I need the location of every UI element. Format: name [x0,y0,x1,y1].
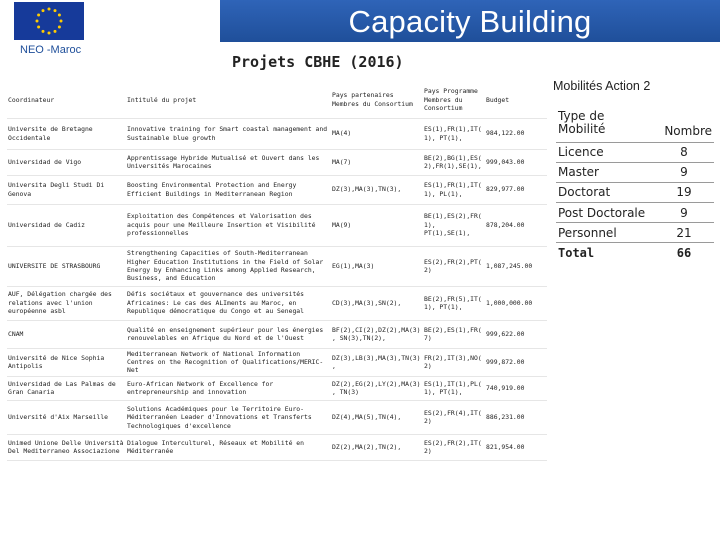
table-row [7,149,547,175]
cell-coordinator: UNIVERSITE DE STRASBOURG [7,246,126,286]
cell-title: Qualité en enseignement supérieur pour les énergies renouvelables en Afrique du Nord et de l'Ouest [126,320,331,348]
eu-flag-icon [14,2,84,40]
mobility-row [556,223,714,243]
cell-programme: ES(2),FR(4),IT(2) [423,400,485,434]
table-row [7,204,547,246]
cell-partners: DZ(3),MA(3),TN(3), [331,175,423,204]
cell-coordinator: Universidad de Vigo [7,149,126,175]
cell-budget: 999,043.00 [485,149,547,175]
mobility-type: Master [556,162,654,182]
page-title: Projets CBHE (2016) [232,53,404,71]
cell-programme: ES(2),FR(2),PT(2) [423,246,485,286]
cell-programme: BE(2),FR(5),IT(1), PT(1), [423,286,485,320]
cell-partners: DZ(3),LB(3),MA(3),TN(3), [331,348,423,376]
cell-partners: CD(3),MA(3),SN(2), [331,286,423,320]
header-title: Capacity Building [348,4,592,39]
neo-maroc-label: NEO -Maroc [20,44,82,56]
cell-budget: 821,954.00 [485,434,547,460]
mobility-type: Personnel [556,223,654,243]
cell-coordinator: Universidad de Las Palmas de Gran Canaria [7,376,126,400]
table-row [7,118,547,149]
cell-budget: 999,872.00 [485,348,547,376]
cell-title: Strengthening Capacities of South-Mediterranean Higher Education Institutions in the Field of Solar Energy by Enhancing Links among Applied Research, Business, and Education [126,246,331,286]
mobility-type: Doctorat [556,182,654,202]
cell-title: Innovative training for Smart coastal management and Sustainable blue growth [126,118,331,149]
header-title: Intitulé du projet [126,82,331,118]
cell-partners: EG(1),MA(3) [331,246,423,286]
mobility-count: 9 [654,203,714,223]
mobility-header-type: Type de Mobilité [556,104,654,142]
cell-partners: MA(4) [331,118,423,149]
cell-title: Boosting Environmental Protection and Energy Efficient Buildings in Mediterranean Region [126,175,331,204]
cell-partners: MA(7) [331,149,423,175]
cell-coordinator: Universita Degli Studi Di Genova [7,175,126,204]
cell-budget: 1,000,000.00 [485,286,547,320]
mobility-row [556,182,714,202]
cell-programme: ES(1),FR(1),IT(1), PL(1), [423,175,485,204]
table-row [7,246,547,286]
cell-budget: 740,919.00 [485,376,547,400]
cell-coordinator: AUF, Délégation chargée des relations avec l'union européenne asbl [7,286,126,320]
cell-programme: ES(1),FR(1),IT(1), PT(1), [423,118,485,149]
table-row [7,175,547,204]
cell-title: Solutions Académiques pour le Territoire Euro-Méditerranéen Leader d'Innovations et Transferts Technologiques d'excellence [126,400,331,434]
cell-programme: ES(1),IT(1),PL(1), PT(1), [423,376,485,400]
cell-budget: 829,977.00 [485,175,547,204]
header-programme: Pays Programme Membres du Consortium [423,82,485,118]
mobility-type: Licence [556,142,654,162]
cell-partners: DZ(4),MA(5),TN(4), [331,400,423,434]
cell-coordinator: Universidad de Cadiz [7,204,126,246]
cell-programme: FR(2),IT(3),NO(2) [423,348,485,376]
table-row [7,348,547,376]
cell-partners: MA(9) [331,204,423,246]
cell-coordinator: Université d'Aix Marseille [7,400,126,434]
mobility-total-count: 66 [676,246,692,261]
cell-budget: 999,622.00 [485,320,547,348]
table-row [7,376,547,400]
mobility-type: Post Doctorale [556,203,654,223]
cell-coordinator: Universite de Bretagne Occidentale [7,118,126,149]
table-row [7,400,547,434]
mobility-header-count: Nombre [654,104,714,142]
mobility-table [556,104,714,263]
cell-partners: DZ(2),MA(2),TN(2), [331,434,423,460]
header-coordinator: Coordinateur [7,82,126,118]
header-budget: Budget [485,82,547,118]
cell-title: Défis sociétaux et gouvernance des universités Africaines: Le cas des ALIments au Maroc, en Republique démocratique du Congo et au Senegal [126,286,331,320]
cell-partners: BF(2),CI(2),DZ(2),MA(3), SN(3),TN(2), [331,320,423,348]
header-partners: Pays partenaires Membres du Consortium [331,82,423,118]
cell-programme: BE(2),ES(1),FR(7) [423,320,485,348]
projects-header-row [7,82,547,118]
cell-budget: 886,231.00 [485,400,547,434]
cell-programme: ES(2),FR(2),IT(2) [423,434,485,460]
cell-coordinator: Unimed Unione Delle Università Del Mediterraneo Associazione [7,434,126,460]
cell-title: Dialogue Interculturel, Réseaux et Mobilité en Méditerranée [126,434,331,460]
cell-budget: 878,204.00 [485,204,547,246]
cell-budget: 1,087,245.00 [485,246,547,286]
mobility-row [556,142,714,162]
cell-partners: DZ(2),EG(2),LY(2),MA(3), TN(3) [331,376,423,400]
mobility-total-label: Total [558,246,595,261]
mobility-title: Mobilités Action 2 [553,79,651,93]
mobility-total-row [556,243,714,263]
table-row [7,286,547,320]
table-row [7,434,547,460]
cell-coordinator: CNAM [7,320,126,348]
cell-budget: 984,122.00 [485,118,547,149]
cell-programme: BE(2),BG(1),ES(2),FR(1),SE(1), [423,149,485,175]
mobility-count: 9 [654,162,714,182]
eu-flag-graphic [14,2,84,40]
cell-title: Exploitation des Compétences et Valorisation des acquis pour une Meilleure Insertion et Visibilité professionnelles [126,204,331,246]
cell-title: Apprentissage Hybride Mutualisé et Ouvert dans les Universités Marocaines [126,149,331,175]
cell-programme: BE(1),ES(2),FR(1), PT(1),SE(1), [423,204,485,246]
mobility-header-row [556,104,714,142]
table-row [7,320,547,348]
cell-title: Mediterranean Network of National Information Centres on the Recognition of Qualifications/MERIC-Net [126,348,331,376]
mobility-count: 8 [654,142,714,162]
mobility-row [556,162,714,182]
mobility-count: 21 [654,223,714,243]
mobility-count: 19 [654,182,714,202]
projects-table [7,82,547,461]
mobility-row [556,203,714,223]
cell-title: Euro-African Network of Excellence for entrepreneurship and innovation [126,376,331,400]
cell-coordinator: Université de Nice Sophia Antipolis [7,348,126,376]
